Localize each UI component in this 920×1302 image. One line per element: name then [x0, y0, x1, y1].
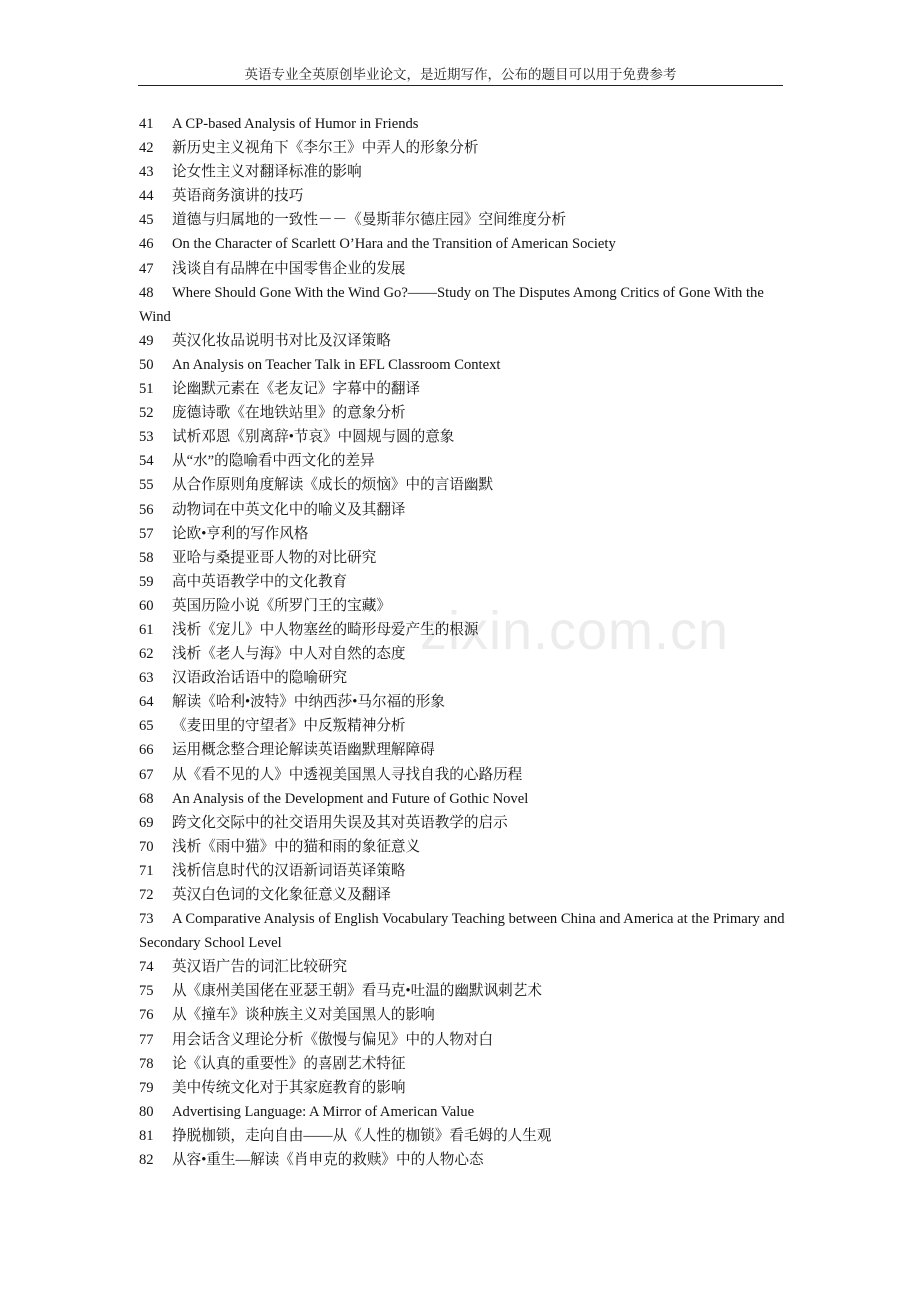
item-title: 英汉语广告的词汇比较研究: [172, 959, 348, 976]
list-item: [139, 907, 787, 955]
item-title: 浅析《雨中猫》中的猫和雨的象征意义: [172, 838, 421, 855]
item-number: 48: [139, 284, 154, 301]
item-title: 亚哈与桑提亚哥人物的对比研究: [172, 549, 377, 566]
item-number: 41: [139, 116, 154, 132]
list-item: [139, 1100, 787, 1124]
item-title: 动物词在中英文化中的喻义及其翻译: [172, 501, 406, 518]
item-title: 英语商务演讲的技巧: [172, 188, 304, 205]
item-number: 79: [139, 1079, 154, 1096]
item-number: 68: [139, 790, 154, 807]
list-item: [139, 401, 787, 425]
list-item: [139, 1052, 787, 1076]
item-number: 67: [139, 766, 154, 783]
thesis-topic-list: [139, 112, 787, 1172]
list-item: [139, 208, 787, 232]
item-number: 73: [139, 911, 154, 928]
item-title: 浅析《老人与海》中人对自然的态度: [172, 646, 406, 663]
item-number: 62: [139, 646, 154, 663]
list-item: [139, 714, 787, 738]
item-title: 浅析信息时代的汉语新词语英译策略: [172, 862, 406, 879]
item-title: 《麦田里的守望者》中反叛精神分析: [172, 718, 406, 735]
list-item: [139, 160, 787, 184]
item-title: 英汉白色词的文化象征意义及翻译: [172, 887, 391, 903]
item-title: 从“水”的隐喻看中西文化的差异: [172, 453, 375, 470]
list-item: [139, 1148, 787, 1172]
item-title: Where Should Gone With the Wind Go?——Study on The Disputes Among Critics of Gone With the Wind: [139, 284, 764, 325]
list-item: [139, 329, 787, 353]
list-item: [139, 763, 787, 787]
item-number: 58: [139, 549, 154, 566]
item-title: 跨文化交际中的社交语用失误及其对英语教学的启示: [172, 814, 508, 831]
item-title: Advertising Language: A Mirror of American Value: [172, 1103, 475, 1120]
item-title: 英汉化妆品说明书对比及汉译策略: [172, 332, 391, 349]
list-item: [139, 522, 787, 546]
list-item: [139, 594, 787, 618]
list-item: [139, 666, 787, 690]
item-title: 高中英语教学中的文化教育: [172, 573, 348, 590]
list-item: [139, 570, 787, 594]
item-number: 63: [139, 670, 154, 687]
list-item: [139, 738, 787, 762]
list-item: [139, 473, 787, 497]
item-title: 论《认真的重要性》的喜剧艺术特征: [172, 1055, 406, 1072]
item-number: 82: [139, 1152, 154, 1169]
list-item: [139, 281, 787, 329]
item-title: 从《撞车》谈种族主义对美国黑人的影响: [172, 1007, 435, 1024]
item-number: 74: [139, 959, 154, 976]
item-title: A Comparative Analysis of English Vocabulary Teaching between China and America at the Primary and Secondary School Level: [139, 911, 785, 952]
list-item: [139, 1003, 787, 1027]
item-title: 运用概念整合理论解读英语幽默理解障碍: [172, 742, 435, 759]
item-title: 试析邓恩《别离辞•节哀》中圆规与圆的意象: [172, 429, 455, 446]
item-number: 66: [139, 742, 154, 759]
item-title: 从容•重生—解读《肖申克的救赎》中的人物心态: [172, 1152, 484, 1169]
item-title: 浅析《宠儿》中人物塞丝的畸形母爱产生的根源: [172, 621, 479, 638]
item-number: 50: [139, 356, 154, 373]
item-title: 浅谈自有品牌在中国零售企业的发展: [172, 260, 406, 277]
item-title: 新历史主义视角下《李尔王》中弄人的形象分析: [172, 140, 479, 157]
list-item: [139, 449, 787, 473]
item-number: 44: [139, 188, 154, 205]
list-item: [139, 642, 787, 666]
list-item: [139, 618, 787, 642]
item-title: 庞德诗歌《在地铁站里》的意象分析: [172, 405, 406, 422]
item-number: 78: [139, 1055, 154, 1072]
item-number: 42: [139, 140, 154, 157]
item-number: 55: [139, 477, 154, 494]
item-number: 77: [139, 1031, 154, 1048]
item-title: 道德与归属地的一致性－－《曼斯菲尔德庄园》空间维度分析: [172, 212, 567, 229]
item-title: 从合作原则角度解读《成长的烦恼》中的言语幽默: [172, 477, 494, 494]
item-number: 45: [139, 212, 154, 229]
item-number: 47: [139, 260, 154, 277]
item-number: 69: [139, 814, 154, 831]
item-title: 英国历险小说《所罗门王的宝藏》: [172, 597, 391, 614]
list-item: [139, 232, 787, 256]
item-title: A CP-based Analysis of Humor in Friends: [172, 116, 419, 132]
list-item: [139, 1124, 787, 1148]
item-number: 64: [139, 694, 154, 711]
item-number: 61: [139, 621, 154, 638]
item-number: 43: [139, 164, 154, 181]
list-item: [139, 1076, 787, 1100]
item-number: 81: [139, 1127, 154, 1144]
item-number: 57: [139, 525, 154, 542]
item-title: On the Character of Scarlett O’Hara and the Transition of American Society: [172, 236, 616, 253]
item-title: 汉语政治话语中的隐喻研究: [172, 670, 348, 687]
item-number: 72: [139, 887, 154, 903]
list-item: [139, 787, 787, 811]
item-number: 54: [139, 453, 154, 470]
item-number: 59: [139, 573, 154, 590]
watermark: zixin.com.cn: [420, 601, 730, 661]
list-item: [139, 377, 787, 401]
list-item: [139, 184, 787, 208]
item-number: 53: [139, 429, 154, 446]
list-item: [139, 883, 787, 907]
item-title: 挣脱枷锁，走向自由——从《人性的枷锁》看毛姆的人生观: [172, 1127, 552, 1144]
item-title: 从《看不见的人》中透视美国黑人寻找自我的心路历程: [172, 766, 523, 783]
item-number: 80: [139, 1103, 154, 1120]
item-number: 60: [139, 597, 154, 614]
item-number: 70: [139, 838, 154, 855]
item-number: 76: [139, 1007, 154, 1024]
item-number: 71: [139, 862, 154, 879]
item-title: 从《康州美国佬在亚瑟王朝》看马克•吐温的幽默讽刺艺术: [172, 983, 542, 1000]
item-title: 论欧•亨利的写作风格: [172, 525, 309, 542]
list-item: [139, 498, 787, 522]
item-number: 46: [139, 236, 154, 253]
page-header: 英语专业全英原创毕业论文，是近期写作，公布的题目可以用于免费参考: [244, 67, 677, 83]
item-number: 49: [139, 332, 154, 349]
list-item: [139, 979, 787, 1003]
list-item: [139, 1028, 787, 1052]
item-number: 56: [139, 501, 154, 518]
item-title: An Analysis of the Development and Future of Gothic Novel: [172, 790, 529, 807]
list-item: [139, 425, 787, 449]
list-item: [139, 859, 787, 883]
item-title: 论女性主义对翻译标准的影响: [172, 164, 362, 181]
list-item: [139, 112, 787, 136]
list-item: [139, 811, 787, 835]
list-item: [139, 835, 787, 859]
list-item: [139, 136, 787, 160]
list-item: [139, 690, 787, 714]
item-number: 75: [139, 983, 154, 1000]
item-number: 52: [139, 405, 154, 422]
item-title: 解读《哈利•波特》中纳西莎•马尔福的形象: [172, 694, 445, 711]
header-divider: [138, 85, 783, 86]
item-title: 用会话含义理论分析《傲慢与偏见》中的人物对白: [172, 1031, 494, 1048]
list-item: [139, 546, 787, 570]
list-item: [139, 353, 787, 377]
item-number: 51: [139, 381, 154, 398]
item-title: An Analysis on Teacher Talk in EFL Classroom Context: [172, 356, 501, 373]
list-item: [139, 955, 787, 979]
item-number: 65: [139, 718, 154, 735]
item-title: 论幽默元素在《老友记》字幕中的翻译: [172, 381, 421, 398]
list-item: [139, 257, 787, 281]
item-title: 美中传统文化对于其家庭教育的影响: [172, 1079, 406, 1096]
